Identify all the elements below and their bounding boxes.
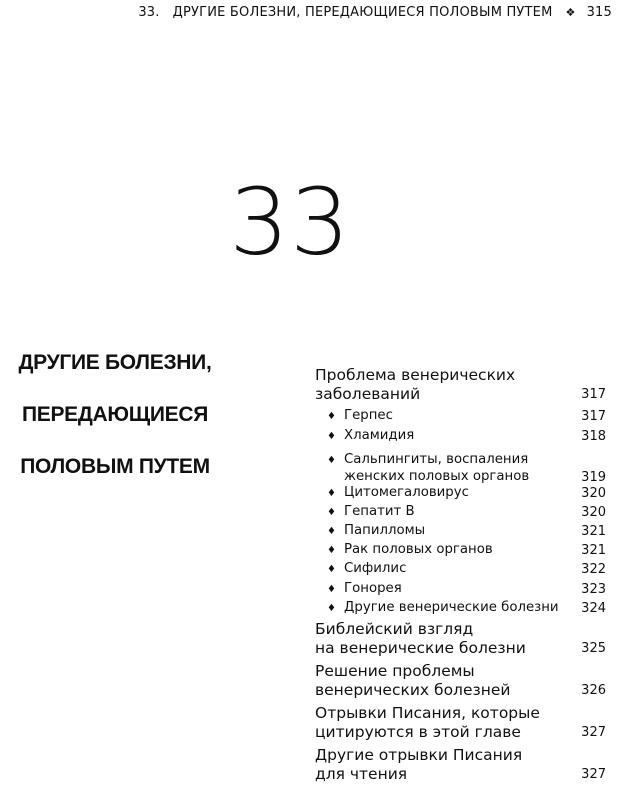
toc-entry-title [344,503,415,520]
running-header-title: ДРУГИЕ БОЛЕЗНИ, ПЕРЕДАЮЩИЕСЯ ПОЛОВЫМ ПУТЕМ [172,4,553,20]
toc-entry-title-line: цитируются в этой главе [315,723,521,741]
diamond-bullet-icon: ♦ [327,584,336,595]
toc-entry-title-line: Другие отрывки Писания [315,746,523,764]
toc-entry-page: 323 [581,582,606,597]
toc-entry-title [315,620,565,658]
toc-entry-title-line: заболеваний [315,385,421,403]
diamond-bullet-icon: ♦ [327,411,336,422]
toc-entry-title [344,427,414,444]
diamond-bullet-icon: ♦ [327,564,336,575]
toc-entry-title-line: Герпес [344,408,393,423]
chapter-title-line: ПЕРЕДАЮЩИЕСЯ [21,403,209,426]
toc-entry-title-line: Решение проблемы [315,662,475,680]
toc-entry-page: 327 [581,767,606,782]
toc-entry-title-line: Цитомегаловирус [344,485,469,500]
toc-entry-page: 317 [581,387,606,402]
toc-entry-title-line: для чтения [315,765,408,783]
toc-entry-title-line: Сифилис [344,561,407,576]
toc-entry-title-line: Папилломы [344,523,426,538]
diamond-bullet-icon: ♦ [327,526,336,537]
running-header-chapter-label: 33. [138,4,160,20]
toc-entry-page: 324 [581,601,606,616]
toc-entry-title [344,484,469,501]
toc-entry-title-line: Гепатит В [344,504,415,519]
toc-entry-page: 320 [581,486,606,501]
toc-entry-page: 321 [581,524,606,539]
toc-entry-title-line: Гонорея [344,581,402,596]
toc-entry-title [344,522,425,539]
toc-entry-page: 325 [581,641,606,656]
running-header [130,2,612,22]
toc-entry-title [315,662,565,700]
toc-entry-title [315,746,565,784]
diamond-bullet-icon: ♦ [327,545,336,556]
diamond-bullet-icon: ♦ [327,455,336,466]
diamond-bullet-icon: ♦ [327,507,336,518]
diamond-bullet-icon: ♦ [327,603,336,614]
toc-entry-page: 326 [581,683,606,698]
toc-entry-title-line: Рак половых органов [344,542,493,557]
diamond-bullet-icon: ♦ [327,488,336,499]
toc-entry-title [344,560,406,577]
toc-entry-title-line: на венерические болезни [315,639,526,657]
toc-entry-page: 322 [581,562,606,577]
toc-entry-title [344,580,402,597]
running-header-page-number: 315 [586,4,612,20]
toc-entry-title-line: Библейский взгляд [315,620,474,638]
toc-entry-title-line: Другие венерические болезни [344,600,559,615]
toc-entry-title-line: Проблема венерических [315,366,516,384]
chapter-number: 33 [229,169,351,276]
toc-entry-title-line: Отрывки Писания, которые [315,704,540,722]
chapter-title-line: ПОЛОВЫМ ПУТЕМ [20,455,210,478]
toc-entry-title [315,366,565,404]
toc-entry-title [344,451,529,485]
toc-entry-title-line: женских половых органов [344,469,530,484]
toc-entry-title-line: венерических болезней [315,681,511,699]
toc-entry-title-line: Сальпингиты, воспаления [344,452,529,467]
chapter-title [0,343,230,499]
toc-entry-page: 318 [581,429,606,444]
toc-entry-title [344,599,559,616]
toc-entry-page: 319 [581,470,606,485]
toc-entry-title [344,541,493,558]
toc-entry-page: 320 [581,505,606,520]
toc-entry-page: 317 [581,409,606,424]
chapter-title-line: ДРУГИЕ БОЛЕЗНИ, [18,351,212,374]
diamond-ornament-icon: ❖ [565,5,576,19]
toc-entry-title [344,407,393,424]
diamond-bullet-icon: ♦ [327,431,336,442]
toc-entry-title-line: Хламидия [344,428,415,443]
toc-entry-page: 321 [581,543,606,558]
toc-entry-page: 327 [581,725,606,740]
toc-entry-title [315,704,565,742]
